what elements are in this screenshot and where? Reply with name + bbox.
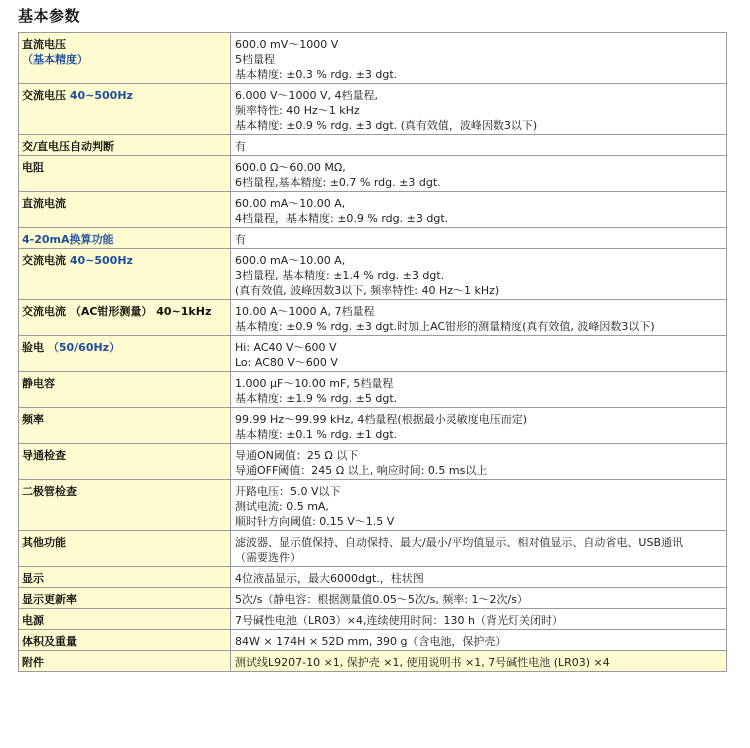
spec-value-cell	[231, 156, 727, 192]
spec-key-label: 导通检查	[22, 449, 66, 462]
spec-key-cell	[19, 372, 231, 408]
spec-value-line: 60.00 mA～10.00 A,	[235, 197, 346, 210]
spec-key-label: 频率	[22, 413, 44, 426]
spec-value-line: 开路电压：5.0 V以下	[235, 485, 341, 498]
spec-value-line: 4档量程，基本精度: ±0.9 % rdg. ±3 dgt.	[235, 212, 449, 225]
spec-key-label: 直流电流	[22, 197, 66, 210]
spec-value-line: （需要选件）	[235, 551, 301, 564]
spec-row	[19, 609, 727, 630]
spec-value-cell	[231, 630, 727, 651]
spec-value-line: 5次/s（静电容：根据测量值0.05～5次/s, 频率: 1～2次/s）	[235, 593, 528, 606]
spec-key-cell	[19, 156, 231, 192]
spec-value-line: Hi: AC40 V～600 V	[235, 341, 337, 354]
spec-key-qualifier: （基本精度）	[22, 53, 88, 66]
spec-value-line: 频率特性: 40 Hz～1 kHz	[235, 104, 360, 117]
spec-value-line: 导通ON阈值：25 Ω 以下	[235, 449, 359, 462]
spec-row	[19, 336, 727, 372]
spec-value-cell	[231, 84, 727, 135]
spec-row	[19, 531, 727, 567]
spec-key-cell	[19, 609, 231, 630]
spec-row	[19, 249, 727, 300]
spec-value-line: 10.00 A～1000 A, 7档量程	[235, 305, 375, 318]
spec-row	[19, 192, 727, 228]
spec-value-line: 测试电流: 0.5 mA,	[235, 500, 329, 513]
spec-key-label: 体积及重量	[22, 635, 77, 648]
spec-value-line: 600.0 mV～1000 V	[235, 38, 339, 51]
spec-key-cell	[19, 567, 231, 588]
spec-value-line: 99.99 Hz～99.99 kHz, 4档量程(根据最小灵敏度电压而定)	[235, 413, 528, 426]
spec-key-label: 交/直电压自动判断	[22, 140, 115, 153]
spec-value-line: Lo: AC80 V～600 V	[235, 356, 338, 369]
spec-value-line: 基本精度: ±0.1 % rdg. ±1 dgt.	[235, 428, 398, 441]
spec-value-line: 6.000 V～1000 V, 4档量程,	[235, 89, 379, 102]
spec-value-cell	[231, 609, 727, 630]
spec-key-label: 静电容	[22, 377, 55, 390]
spec-row	[19, 228, 727, 249]
spec-key-cell	[19, 408, 231, 444]
spec-key-cell	[19, 531, 231, 567]
spec-key-qualifier: 4-20mA换算功能	[22, 233, 114, 246]
spec-value-cell	[231, 135, 727, 156]
spec-value-line: 基本精度: ±0.3 % rdg. ±3 dgt.	[235, 68, 398, 81]
spec-row	[19, 567, 727, 588]
spec-key-label: 显示	[22, 572, 44, 585]
spec-key-label: 二极管检查	[22, 485, 77, 498]
spec-key-label: 显示更新率	[22, 593, 77, 606]
spec-key-label: 电阻	[22, 161, 44, 174]
spec-key-cell	[19, 480, 231, 531]
spec-key-label: 附件	[22, 656, 44, 669]
spec-row	[19, 651, 727, 672]
spec-key-cell	[19, 588, 231, 609]
spec-key-label: 交流电压	[22, 89, 66, 102]
spec-value-line: 6档量程,基本精度: ±0.7 % rdg. ±3 dgt.	[235, 176, 441, 189]
spec-key-label: 交流电流 （AC钳形测量） 40~1kHz	[22, 305, 212, 318]
spec-value-cell	[231, 249, 727, 300]
spec-value-cell	[231, 192, 727, 228]
spec-value-cell	[231, 336, 727, 372]
spec-value-cell	[231, 480, 727, 531]
spec-row	[19, 33, 727, 84]
spec-value-line: 84W × 174H × 52D mm, 390 g（含电池，保护壳）	[235, 635, 507, 648]
spec-value-line: 有	[235, 140, 246, 153]
spec-value-line: 基本精度: ±0.9 % rdg. ±3 dgt.时加上AC钳形的测量精度(真有效值, 波峰因数3以下)	[235, 320, 655, 333]
spec-row	[19, 408, 727, 444]
spec-value-line: 600.0 Ω～60.00 MΩ,	[235, 161, 346, 174]
spec-value-line: 3档量程, 基本精度: ±1.4 % rdg. ±3 dgt.	[235, 269, 445, 282]
spec-key-label: 直流电压	[22, 38, 66, 51]
spec-value-line: 基本精度: ±1.9 % rdg. ±5 dgt.	[235, 392, 398, 405]
spec-row	[19, 156, 727, 192]
spec-value-line: 600.0 mA～10.00 A,	[235, 254, 346, 267]
spec-value-cell	[231, 567, 727, 588]
spec-key-cell	[19, 651, 231, 672]
spec-value-cell	[231, 531, 727, 567]
spec-key-cell	[19, 300, 231, 336]
spec-value-line: 滤波器、显示值保持、自动保持、最大/最小/平均值显示、相对值显示、自动省电、USB通讯	[235, 536, 683, 549]
spec-key-qualifier: （50/60Hz）	[47, 341, 121, 354]
spec-value-cell	[231, 408, 727, 444]
spec-value-line: 顺时针方向阈值: 0.15 V～1.5 V	[235, 515, 395, 528]
spec-table-body	[19, 33, 727, 672]
spec-row	[19, 444, 727, 480]
spec-key-cell	[19, 444, 231, 480]
spec-row	[19, 372, 727, 408]
spec-row	[19, 84, 727, 135]
spec-table	[18, 32, 727, 672]
spec-value-cell	[231, 300, 727, 336]
spec-row	[19, 630, 727, 651]
spec-row	[19, 588, 727, 609]
spec-value-line: 基本精度: ±0.9 % rdg. ±3 dgt. (真有效值，波峰因数3以下)	[235, 119, 538, 132]
spec-row	[19, 300, 727, 336]
spec-key-cell	[19, 228, 231, 249]
spec-row	[19, 135, 727, 156]
spec-key-label: 其他功能	[22, 536, 66, 549]
spec-key-cell	[19, 192, 231, 228]
spec-value-line: 4位液晶显示，最大6000dgt.，柱状图	[235, 572, 424, 585]
spec-key-label: 电源	[22, 614, 44, 627]
spec-value-cell	[231, 588, 727, 609]
spec-key-cell	[19, 84, 231, 135]
spec-value-line: 5档量程	[235, 53, 275, 66]
spec-value-line: 有	[235, 233, 246, 246]
spec-key-qualifier: 40~500Hz	[66, 254, 133, 267]
spec-key-cell	[19, 336, 231, 372]
spec-key-label: 验电	[22, 341, 48, 354]
spec-value-line: (真有效值, 波峰因数3以下, 频率特性: 40 Hz～1 kHz)	[235, 284, 500, 297]
spec-key-cell	[19, 135, 231, 156]
spec-value-cell	[231, 444, 727, 480]
spec-row	[19, 480, 727, 531]
spec-value-cell	[231, 33, 727, 84]
spec-value-line: 1.000 μF～10.00 mF, 5档量程	[235, 377, 394, 390]
spec-value-line: 导通OFF阈值：245 Ω 以上, 响应时间: 0.5 ms以上	[235, 464, 488, 477]
spec-key-cell	[19, 630, 231, 651]
spec-key-cell	[19, 33, 231, 84]
spec-key-qualifier: 40~500Hz	[66, 89, 133, 102]
spec-value-line: 7号碱性电池（LR03）×4,连续使用时间：130 h（背光灯关闭时）	[235, 614, 563, 627]
page-title: 基本参数	[18, 7, 81, 25]
spec-value-cell	[231, 228, 727, 249]
spec-value-cell	[231, 651, 727, 672]
spec-value-line: 测试线L9207-10 ×1, 保护壳 ×1, 使用说明书 ×1, 7号碱性电池 (LR03) ×4	[235, 656, 610, 669]
spec-value-cell	[231, 372, 727, 408]
spec-key-cell	[19, 249, 231, 300]
spec-key-label: 交流电流	[22, 254, 66, 267]
